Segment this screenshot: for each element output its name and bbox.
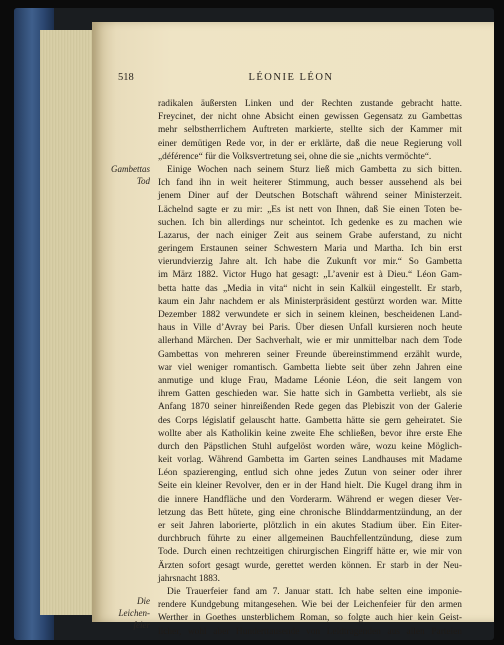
text-line: des Corps législatif gelauscht hatte. Gambetta hätte sie gern geheiratet. Sie <box>158 415 462 426</box>
text-line: letzung das Bett hütete, ging eine chronische Blinddarmentzündung, an der <box>158 507 462 518</box>
text-line: vierundvierzig Jahre alt. Ich habe die Zukunft vor mir.“ So Gambetta <box>158 257 462 268</box>
text-line: Freycinet, der nicht ohne Absicht einen gewissen Gegensatz zu Gambettas <box>158 112 462 123</box>
page-number: 518 <box>118 72 134 83</box>
text-line: anmutige und kluge Frau, Madame Léonie Léon, die seit langem von <box>158 375 462 386</box>
text-line: Ärzten sofort gesagt wurde, gerettet werden können. Er starb in der Neu- <box>158 560 462 571</box>
margin-note-gambettas-tod <box>104 163 150 187</box>
text-line: betta hatte das „Media in vita“ nicht in sein Kalkül eingestellt. Er starb, <box>158 283 462 294</box>
text-line: keit vorlag. Während Gambetta im Garten seines Landhauses mit Madame <box>158 455 462 466</box>
text-line: Gambettas von mehreren seiner Freunde übereinstimmend erzählt wurde, <box>158 349 462 360</box>
text-line: durchbruch führte zu einer allgemeinen Bauchfellentzündung, diese zum <box>158 534 462 545</box>
text-line: Anfang 1870 seiner hinreißenden Rede gegen das Plebiszit von der Galerie <box>158 402 462 413</box>
text-line: kaum ein Jahr nachdem er als Ministerpräsident gestürzt worden war. Mitte <box>158 296 462 307</box>
text-line: haus in Ville d’Avray bei Paris. Über diesen Unfall kursieren noch heute <box>158 323 462 334</box>
text-line: jahrsnacht 1883. <box>158 573 220 584</box>
margin-note-die-leichenfeier <box>104 595 150 631</box>
text-line: allerhand Märchen. Der Sachverhalt, wie er mir unmittelbar nach dem Tode <box>158 336 462 347</box>
text-line: war viel weniger romantisch. Gambetta liebte seit über zehn Jahren eine <box>158 362 462 373</box>
text-line: Die Trauerfeier fand am 7. Januar statt. Ich habe selten eine imponie- <box>167 586 462 597</box>
text-line: jenem Diner auf der Deutschen Botschaft während seiner Ministerzeit. <box>158 191 462 202</box>
page-header <box>118 72 464 86</box>
text-line: radikalen äußersten Linken und der Rechten zustande gebracht hatte. <box>158 99 462 109</box>
margin-note-line: feier <box>133 620 150 630</box>
text-line: Lächelnd sagte er zu mir: „Es ist nett von Ihnen, daß Sie einen Toten be- <box>158 204 462 215</box>
text-line: durch den Päpstlichen Stuhl aufgelöst worden wäre, wozu keine Möglich- <box>158 441 462 452</box>
text-line: Dezember 1882 verwundete er sich in seinem kleinen, bescheidenen Land- <box>158 310 462 320</box>
text-line: Léon spazierenging, entlud sich ohne jedes Zutun von seiner oder ihrer <box>158 468 462 479</box>
text-line: Ich fand ihn in weit heiterer Stimmung, auch besser aussehend als bei <box>158 178 462 189</box>
text-line: Lazarus, der nach einiger Zeit aus seinem Grabe auferstand, zu nicht <box>158 230 462 241</box>
text-line: wollte aber als Katholikin keine zweite Ehe schließen, bevor ihre erste Ehe <box>158 428 462 439</box>
text-line: ihrem Gatten geschieden war. Sie hatte sich in Gambetta verliebt, als sie <box>158 389 462 400</box>
text-line: licher, wohl aber Hunderttausende von Leidtragenden aus allen Parteien <box>158 626 462 637</box>
text-line: mehr selbstherrlichem Auftreten markierte, stellte sich der Kammer mit <box>158 125 462 136</box>
text-line: Einige Wochen nach seinem Sturz ließ mich Gambetta zu sich bitten. <box>167 164 462 175</box>
text-line: einer demütigen Rede vor, in der er erklärte, daß die neue Regierung voll <box>158 138 462 149</box>
margin-note-text: Gambettas Tod <box>111 164 150 186</box>
running-title: LÉONIE LÉON <box>248 72 334 83</box>
text-line: Werther in Goethes unsterblichem Roman, so folgte auch hier kein Geist- <box>158 613 462 624</box>
margin-note-line: Die Leichen- <box>118 596 150 618</box>
text-line: suchen. Ich bin allerdings nur scheintot. Ich gedenke es zu machen wie <box>158 217 462 228</box>
text-line: Seite ein kleiner Revolver, den er in der Hand hielt. Die Kugel drang ihm in <box>158 481 462 492</box>
text-line: die innere Handfläche und den Vorderarm. Während er wegen dieser Ver- <box>158 494 462 505</box>
text-line: rendere Kundgebung mitangesehen. Wie bei der Leichenfeier für den armen <box>158 600 462 611</box>
text-line: geringem Erstaunen seiner Schwestern Maria und Martha. Ich bin erst <box>158 244 462 255</box>
text-line: er seit Jahren laborierte, plötzlich in ein akutes Stadium über. Ein Eiter- <box>158 521 462 531</box>
text-line: im März 1882. Victor Hugo hat gesagt: „L’avenir est à Dieu.“ Léon Gam- <box>158 270 462 281</box>
text-line: „déférence“ für die Volksvertretung sei, ohne die sie „nichts vermöchte“. <box>158 151 432 162</box>
text-line: Tode. Durch einen rechtzeitigen chirurgischen Eingriff hätte er, wie mir von <box>158 547 462 558</box>
body-text <box>158 98 462 639</box>
